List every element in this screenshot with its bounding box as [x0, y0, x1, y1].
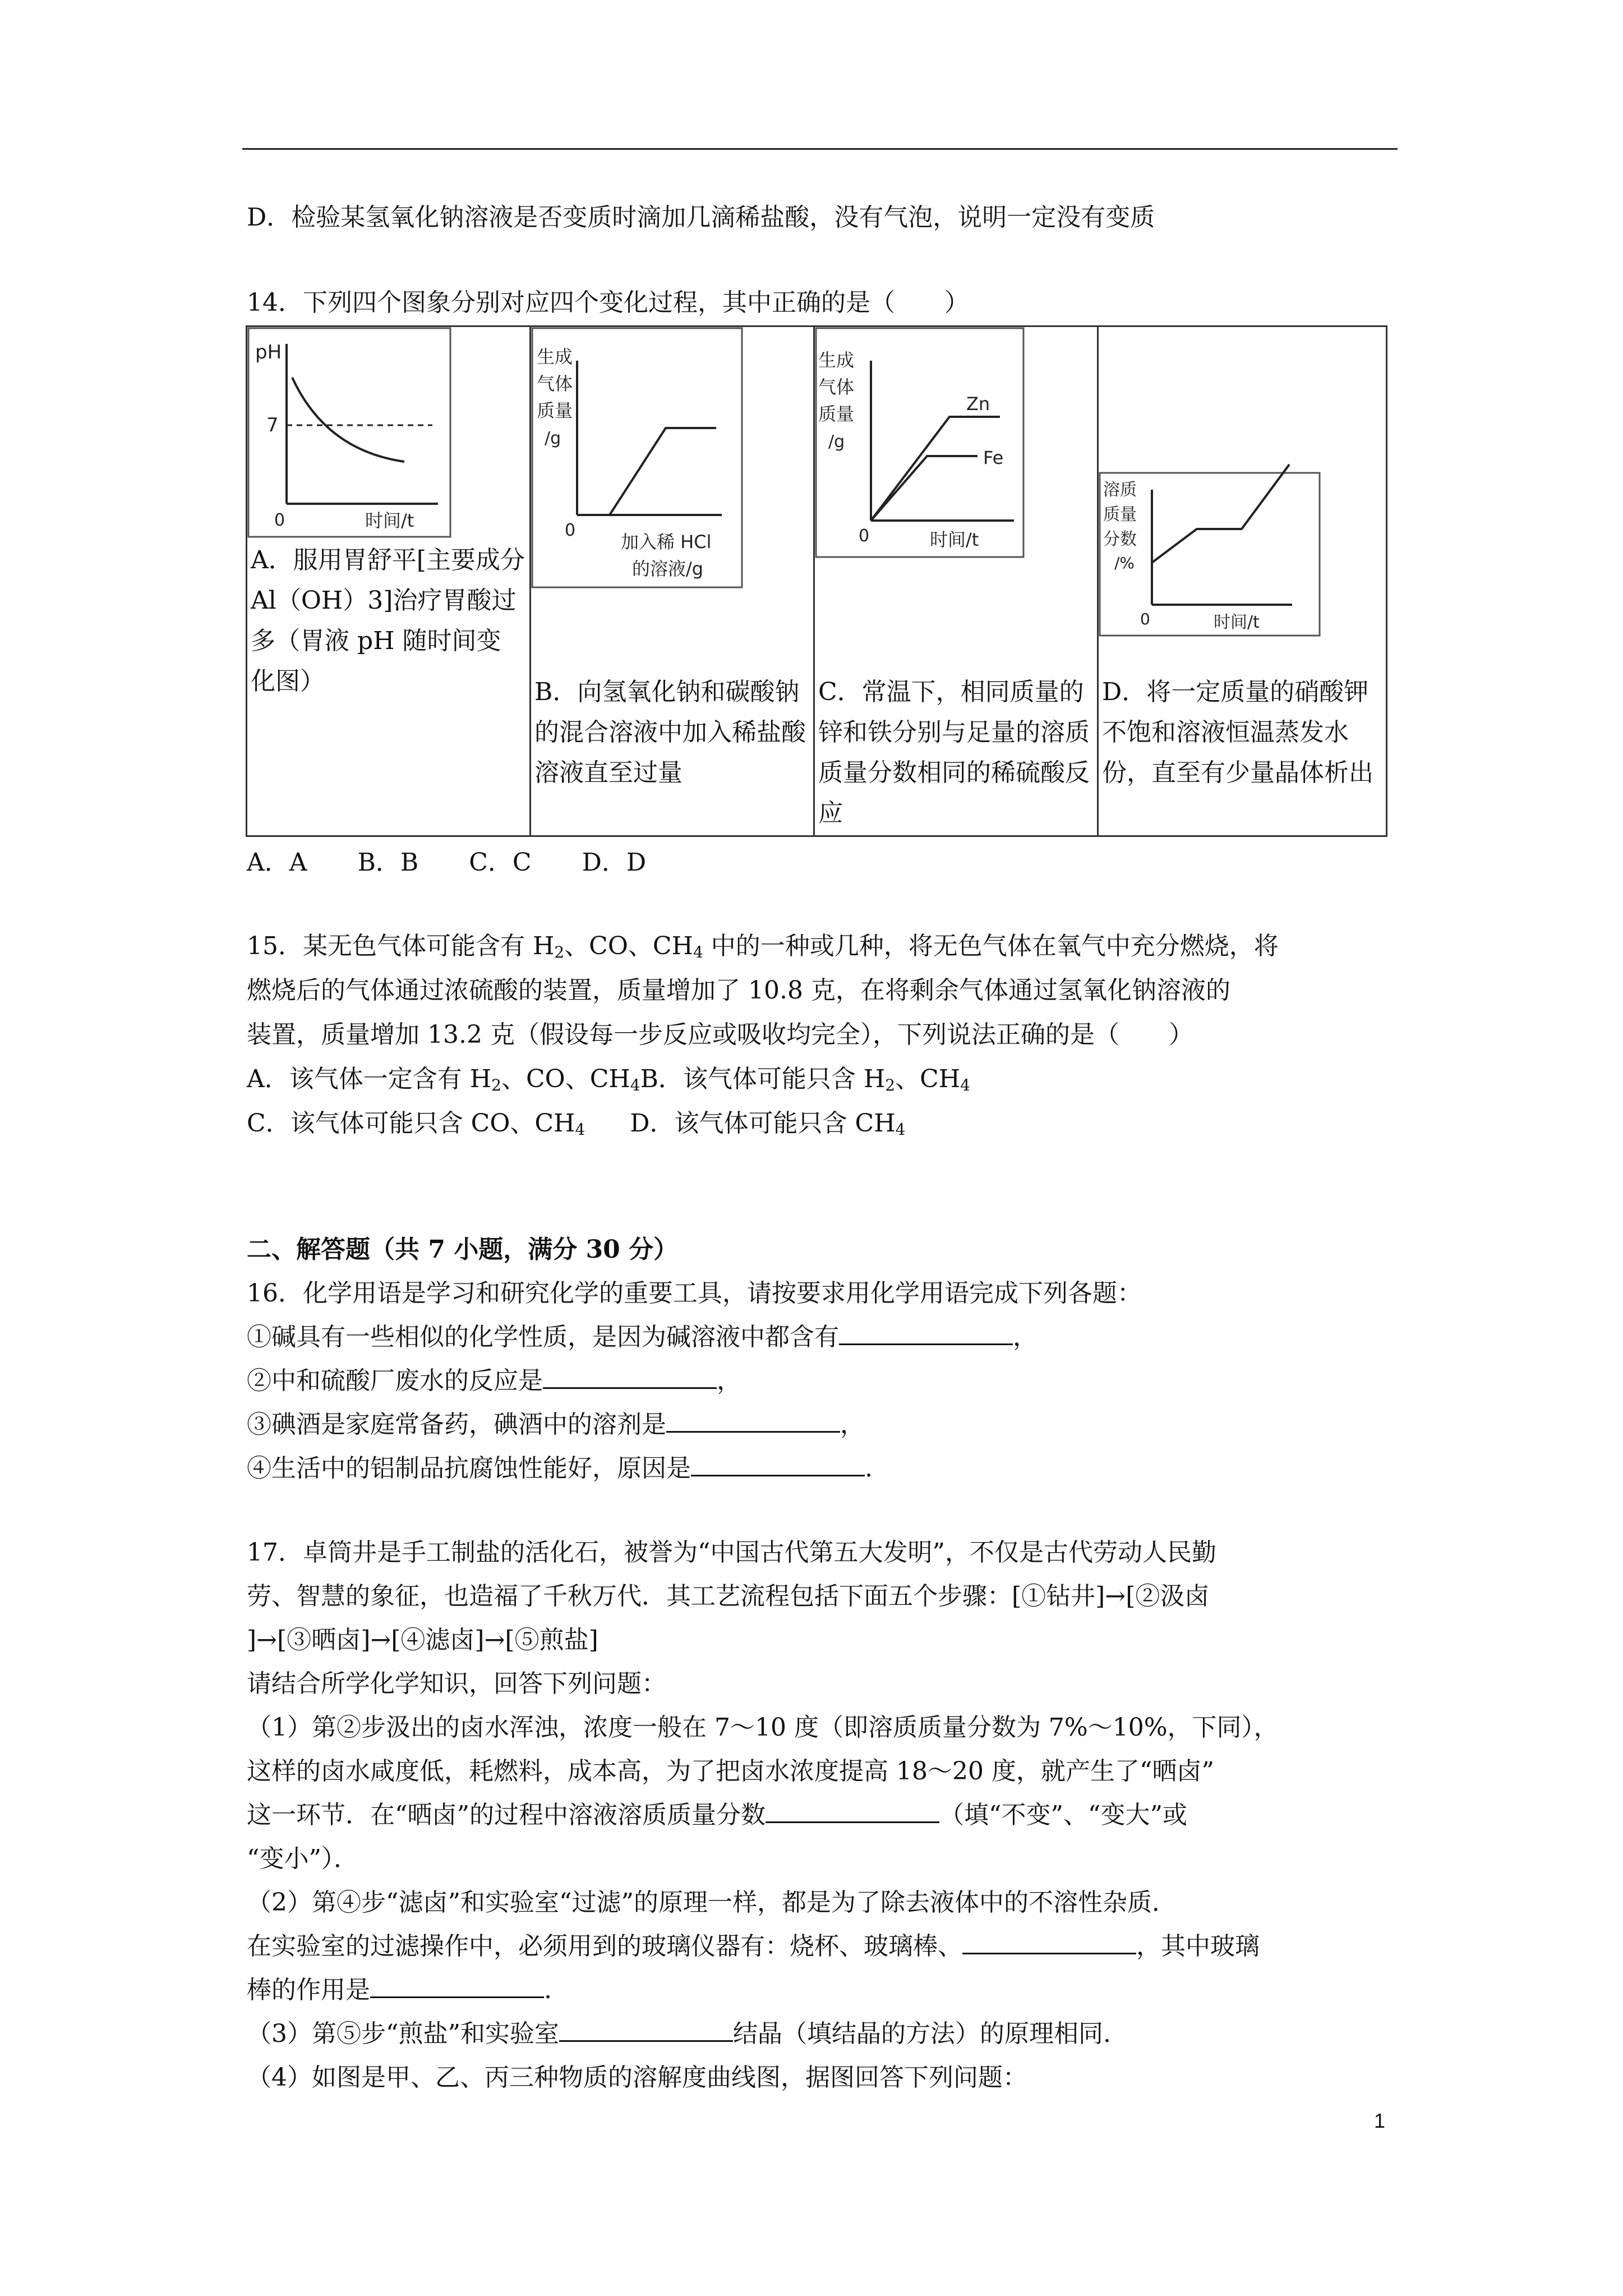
graph-a-xlabel: 时间/t: [365, 510, 414, 531]
answer-blank[interactable]: [962, 1930, 1136, 1954]
q15-text: 中的一种或几种，将无色气体在氧气中充分燃烧，将: [703, 932, 1279, 960]
graph-c-ylabel-1: 生成: [818, 349, 855, 371]
q16-item-4-text: ④生活中的铝制品抗腐蚀性能好，原因是: [247, 1454, 691, 1483]
answer-blank[interactable]: [766, 1799, 939, 1823]
graph-b-ylabel-4: /g: [545, 429, 561, 448]
graph-b-line: [577, 428, 716, 515]
subscript: 4: [630, 1076, 640, 1094]
subscript: 2: [885, 1076, 896, 1094]
q14-cell-d: [1097, 325, 1387, 837]
q15-option-b: B．该气体可能只含 H: [640, 1065, 886, 1093]
q15-line-1: [247, 930, 1279, 963]
q17-line-4: 请结合所学化学知识，回答下列问题：: [247, 1669, 666, 1698]
q17-part-3: [247, 2017, 1111, 2051]
answer-blank[interactable]: [666, 1409, 840, 1433]
answer-blank[interactable]: [839, 1321, 1013, 1345]
subscript: 4: [895, 1120, 906, 1139]
q14-option-a: A．A: [247, 848, 307, 877]
q17-part-1-line-3: [247, 1798, 1187, 1832]
q14-cell-c: [813, 325, 1099, 837]
q17-part-1-line-1: （1）第②步汲出的卤水浑浊，浓度一般在 7～10 度（即溶质质量分数为 7%～10%，下同），: [247, 1713, 1279, 1742]
q14-stem: 14．下列四个图象分别对应四个变化过程，其中正确的是（ ）: [247, 288, 969, 317]
graph-a-ylabel: pH: [255, 341, 282, 364]
q15-line-3: 装置，质量增加 13.2 克（假设每一步反应或吸收均完全），下列说法正确的是（ ）: [247, 1020, 1193, 1049]
graph-a-curve: [292, 378, 404, 462]
q17-part-2-line-2: [247, 1930, 1260, 1963]
q17-text: （3）第⑤步“煎盐”和实验室: [247, 2019, 559, 2048]
q16-item-2: [247, 1364, 741, 1398]
graph-c-xlabel: 时间/t: [930, 529, 979, 550]
punct: .: [865, 1454, 873, 1483]
graph-a-caption: A．服用胃舒平[主要成分 Al（OH）3]治疗胃酸过多（胃液 pH 随时间变化图）: [251, 546, 525, 696]
q16-item-1: [247, 1320, 1038, 1354]
graph-b-caption: B．向氢氧化钠和碳酸钠的混合溶液中加入稀盐酸溶液直至过量: [534, 678, 806, 787]
q14-cell-b: [529, 325, 815, 837]
subscript: 2: [554, 943, 565, 961]
q17-part-2-line-3: [247, 1973, 552, 2007]
q17-text: （填“不变”、“变大”或: [939, 1801, 1187, 1829]
q16-stem: 16．化学用语是学习和研究化学的重要工具，请按要求用化学用语完成下列各题：: [247, 1279, 1142, 1308]
graph-c-ylabel-4: /g: [828, 432, 845, 452]
graph-d: [1099, 327, 1385, 641]
q13-option-d: D．检验某氢氧化钠溶液是否变质时滴加几滴稀盐酸，没有气泡，说明一定没有变质: [247, 203, 1155, 232]
q14-option-c: C．C: [469, 848, 532, 877]
q15-option-c: C．该气体可能只含 CO、CH: [247, 1109, 575, 1138]
q14-option-d: D．D: [582, 848, 647, 877]
q15-text: 15．某无色气体可能含有 H: [247, 932, 555, 960]
graph-b-ylabel-3: 质量: [537, 400, 573, 421]
q17-part-1-line-4: “变小”）．: [247, 1844, 358, 1873]
graph-b: [531, 327, 811, 596]
q15-option-a: A．该气体一定含有 H: [247, 1065, 492, 1093]
section-2-title: 二、解答题（共 7 小题，满分 30 分）: [247, 1235, 679, 1264]
graph-d-ylabel-1: 溶质: [1103, 480, 1137, 500]
graph-c-fe-line: [871, 456, 978, 521]
graph-c-caption: C．常温下，相同质量的锌和铁分别与足量的溶质质量分数相同的稀硫酸反应: [818, 678, 1090, 827]
graph-c-fe-label: Fe: [983, 447, 1004, 468]
q17-line-2: 劳、智慧的象征，也造福了千秋万代．其工艺流程包括下面五个步骤：[①钻井]→[②汲卤: [247, 1582, 1210, 1611]
q17-text: .: [544, 1976, 552, 2004]
q17-part-4: （4）如图是甲、乙、丙三种物质的溶解度曲线图，据图回答下列问题：: [247, 2063, 1027, 2092]
q15-option-a: 、CO、CH: [501, 1065, 630, 1093]
graph-a-origin: 0: [274, 510, 285, 530]
graph-d-ylabel-3: 分数: [1103, 530, 1137, 549]
graph-b-ylabel-1: 生成: [537, 346, 573, 367]
q16-item-4: [247, 1452, 873, 1485]
graph-d-ylabel-4: /%: [1114, 554, 1135, 572]
answer-blank[interactable]: [543, 1365, 717, 1389]
graph-d-ylabel-2: 质量: [1103, 505, 1137, 524]
subscript: 4: [693, 943, 703, 961]
page-number: 1: [1374, 2109, 1386, 2132]
q17-text: 棒的作用是: [247, 1976, 370, 2004]
q17-text: ，其中玻璃: [1136, 1932, 1260, 1961]
q14-graph-table: [246, 325, 1387, 837]
q15-text: 、CO、CH: [564, 932, 693, 960]
graph-c-zn-line: [871, 417, 1000, 521]
q15-options-ab: [247, 1062, 970, 1096]
q15-option-b: 、CH: [895, 1065, 961, 1093]
graph-c: [815, 327, 1095, 563]
graph-c-origin: 0: [859, 526, 870, 546]
q17-text: 在实验室的过滤操作中，必须用到的玻璃仪器有：烧杯、玻璃棒、: [247, 1932, 962, 1961]
subscript: 4: [960, 1076, 970, 1094]
graph-d-caption: D．将一定质量的硝酸钾不饱和溶液恒温蒸发水份，直至有少量晶体析出: [1102, 678, 1373, 787]
q17-line-3: ]→[③晒卤]→[④滤卤]→[⑤煎盐]: [247, 1626, 598, 1654]
header-rule: [242, 148, 1398, 150]
subscript: 4: [575, 1120, 585, 1139]
graph-b-ylabel-2: 气体: [537, 373, 573, 394]
q17-part-2-line-1: （2）第④步“滤卤”和实验室“过滤”的原理一样，都是为了除去液体中的不溶性杂质．: [247, 1888, 1177, 1917]
q16-item-1-text: ①碱具有一些相似的化学性质，是因为碱溶液中都含有: [247, 1323, 839, 1351]
q14-option-b: B．B: [357, 848, 419, 877]
graph-b-origin: 0: [565, 521, 576, 540]
graph-b-xlabel-2: 的溶液/g: [632, 558, 704, 579]
punct: ，: [717, 1366, 741, 1395]
graph-b-xlabel-1: 加入稀 HCl: [621, 531, 712, 553]
q14-cell-a: [246, 325, 531, 837]
graph-a-ref: 7: [266, 414, 279, 436]
q16-item-3-text: ③碘酒是家庭常备药，碘酒中的溶剂是: [247, 1410, 666, 1439]
q17-text: 这一环节．在“晒卤”的过程中溶液溶质质量分数: [247, 1801, 766, 1829]
q16-item-3: [247, 1408, 865, 1442]
q14-options: [247, 846, 697, 880]
q17-line-1: 17．卓筒井是手工制盐的活化石，被誉为“中国古代第五大发明”，不仅是古代劳动人民勤: [247, 1538, 1216, 1567]
punct: ，: [1013, 1323, 1038, 1351]
q15-option-d: D．该气体可能只含 CH: [630, 1109, 896, 1138]
graph-d-origin: 0: [1140, 610, 1150, 628]
punct: ，: [840, 1410, 865, 1439]
answer-blank[interactable]: [370, 1974, 544, 1998]
q16-item-2-text: ②中和硫酸厂废水的反应是: [247, 1366, 543, 1395]
q15-line-2: 燃烧后的气体通过浓硫酸的装置，质量增加了 10.8 克，在将剩余气体通过氢氧化钠溶液的: [247, 976, 1230, 1005]
q15-options-cd: [247, 1107, 905, 1140]
graph-c-ylabel-2: 气体: [818, 376, 855, 398]
answer-blank[interactable]: [559, 2018, 733, 2042]
graph-a: [247, 327, 528, 540]
q17-text: 结晶（填结晶的方法）的原理相同.: [732, 2019, 1111, 2048]
graph-d-xlabel: 时间/t: [1214, 613, 1260, 632]
answer-blank[interactable]: [691, 1452, 865, 1476]
graph-c-zn-label: Zn: [966, 393, 990, 415]
subscript: 2: [491, 1076, 501, 1094]
q17-part-1-line-2: 这样的卤水咸度低，耗燃料，成本高，为了把卤水浓度提高 18～20 度，就产生了“晒卤”: [247, 1757, 1214, 1786]
graph-c-ylabel-3: 质量: [818, 403, 855, 425]
graph-d-line: [1152, 464, 1289, 563]
